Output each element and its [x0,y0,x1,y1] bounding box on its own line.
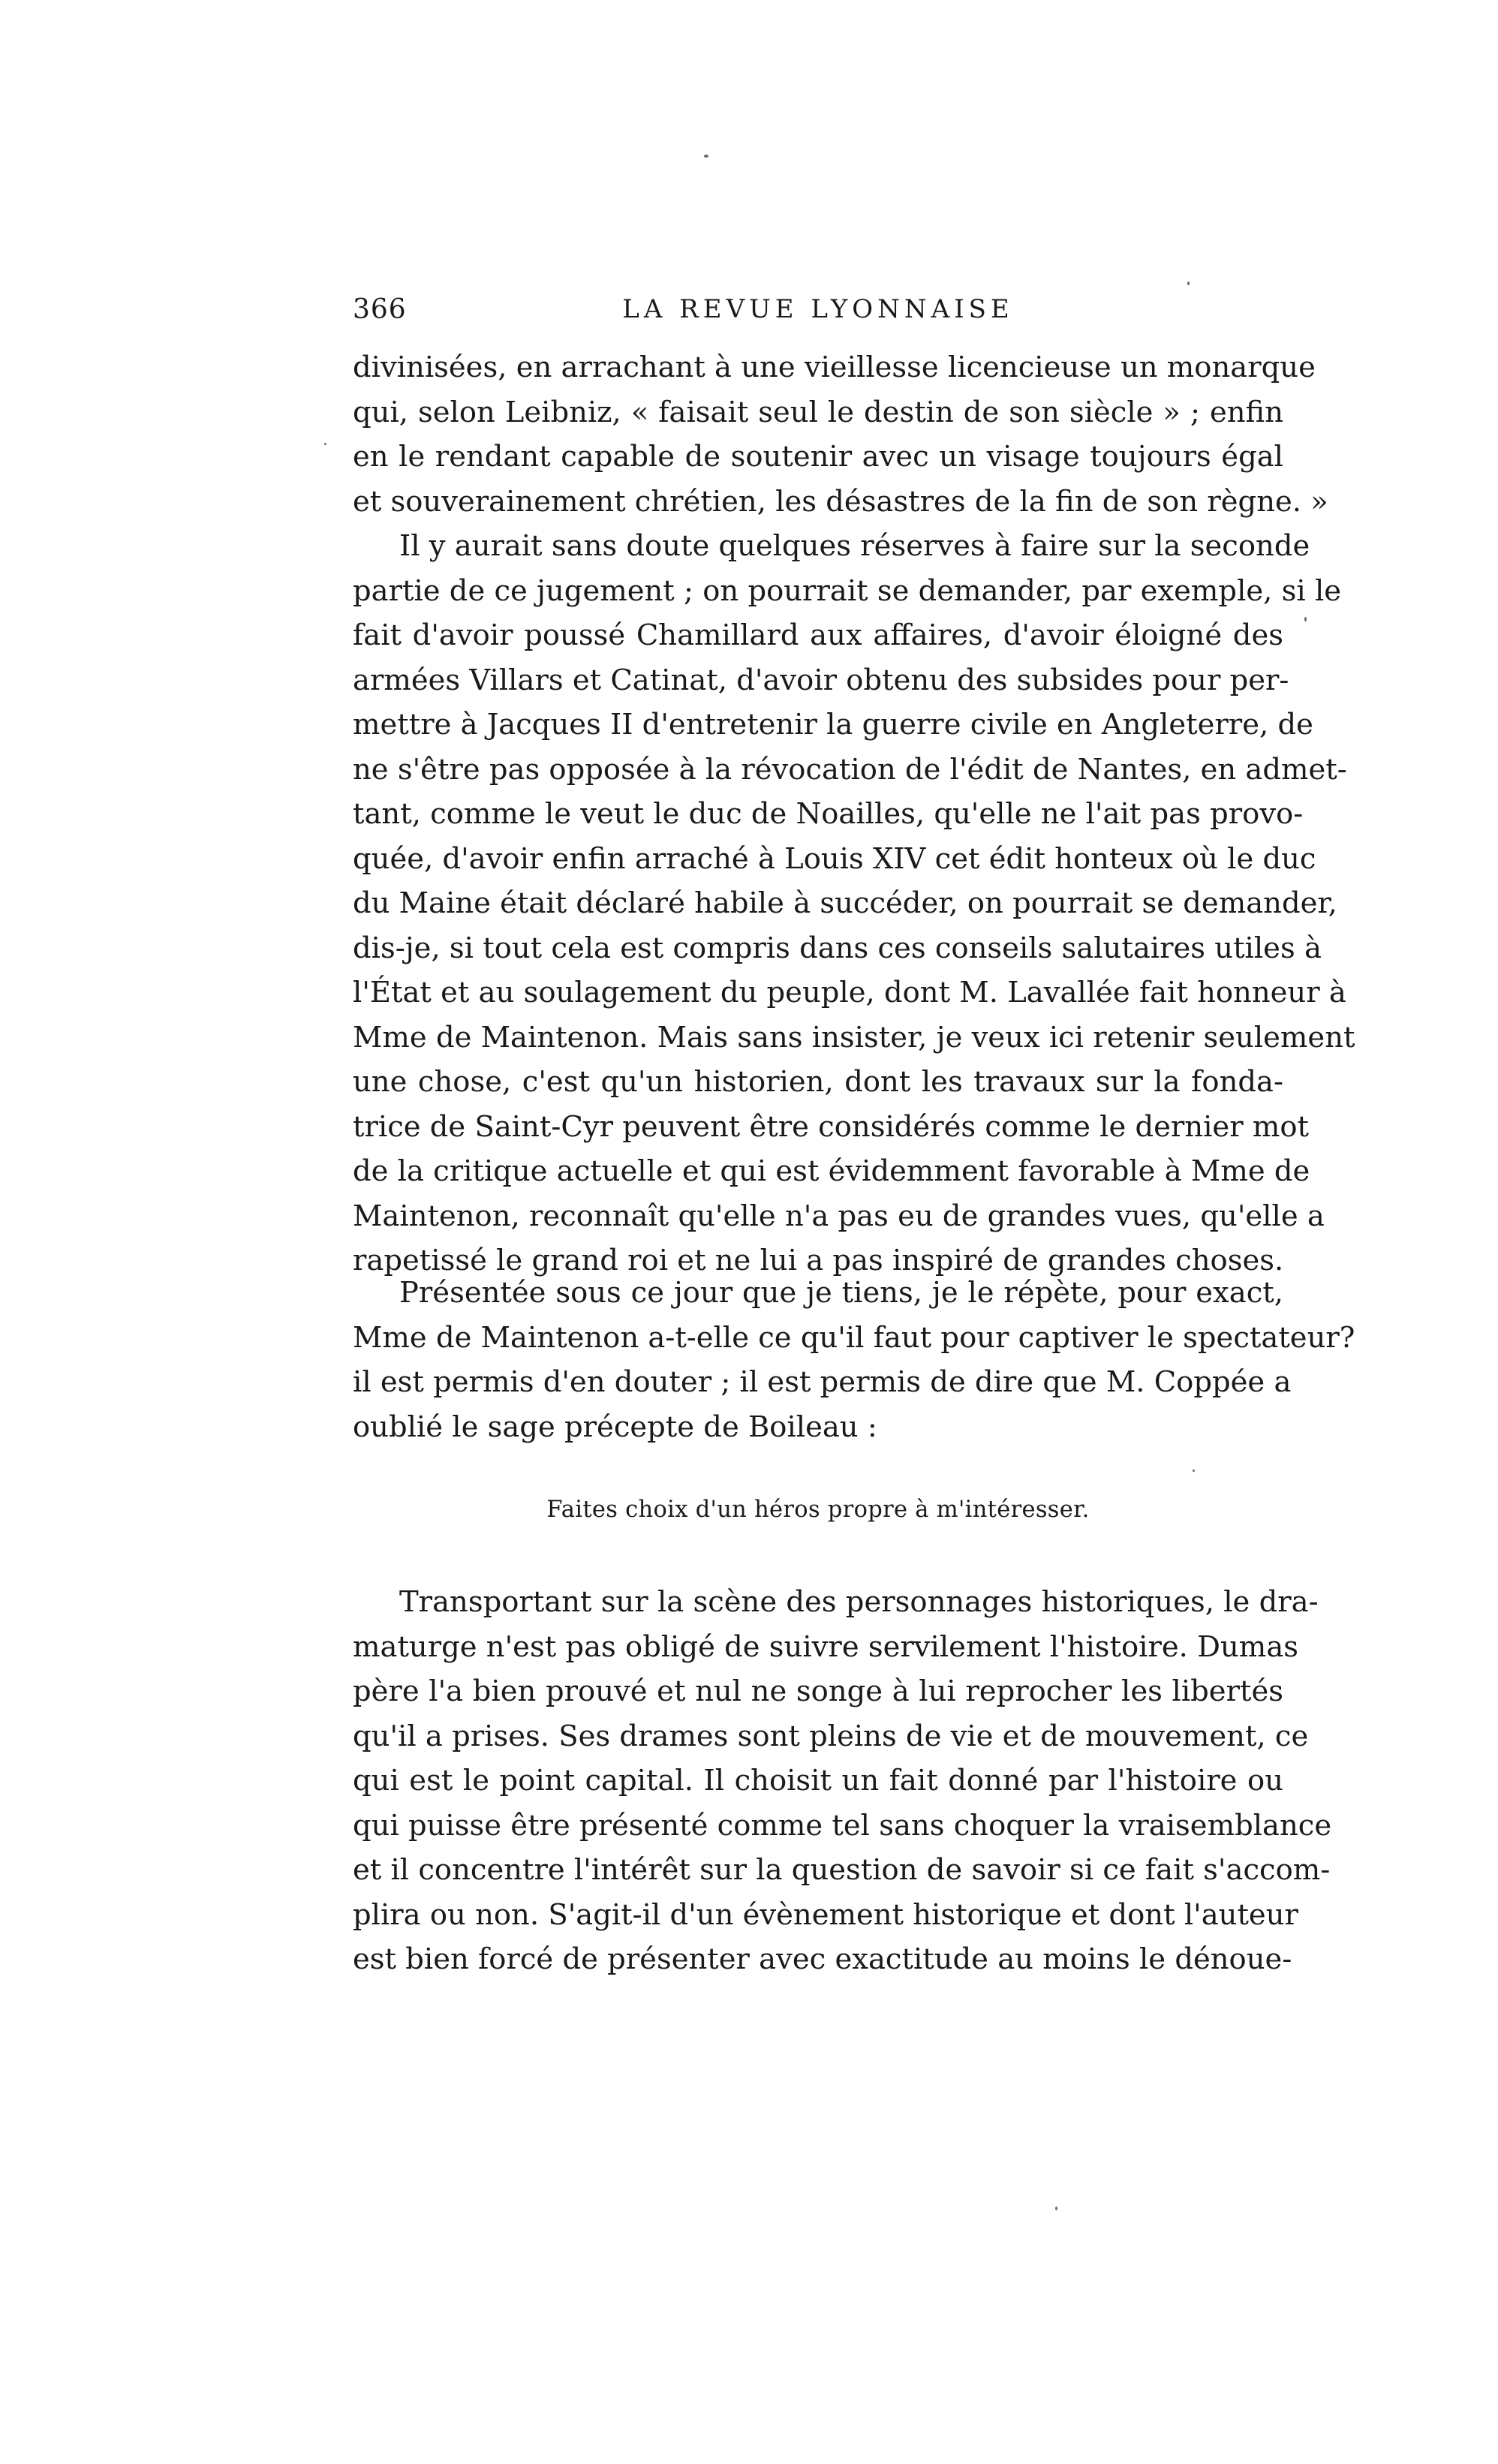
text-line: partie de ce jugement ; on pourrait se demander, par exemple, si le [353,573,1342,608]
text-line: qu'il a prises. Ses drames sont pleins de vie et de mouvement, ce [353,1719,1309,1753]
text-line: rapetissé le grand roi et ne lui a pas inspiré de grandes choses. [353,1244,1284,1277]
text-line: en le rendant capable de soutenir avec un visage toujours égal [353,440,1283,474]
text-line: ne s'être pas opposée à la révocation de l'édit de Nantes, en admet- [353,752,1347,787]
text-line: qui puisse être présenté comme tel sans choquer la vraisemblance [353,1808,1332,1843]
text-line: Présentée sous ce jour que je tiens, je le répète, pour exact, [399,1276,1283,1310]
running-head [353,294,1283,339]
print-speck [1055,2207,1057,2210]
boileau-quotation: Faites choix d'un héros propre à m'intéresser. [546,1497,1090,1523]
paragraph-presentee [353,1271,1355,1449]
text-line: Mme de Maintenon a-t-elle ce qu'il faut pour captiver le spectateur? [353,1320,1355,1355]
paragraph-reserves [353,524,1355,1283]
text-line: et il concentre l'intérêt sur la question de savoir si ce fait s'accom- [353,1853,1331,1887]
text-line: de la critique actuelle et qui est évidemment favorable à Mme de [353,1154,1310,1188]
print-speck [1193,1470,1195,1472]
text-line: Mme de Maintenon. Mais sans insister, je veux ici retenir seulement [353,1020,1355,1054]
text-line: fait d'avoir poussé Chamillard aux affaires, d'avoir éloigné des [353,618,1283,652]
text-line: qui est le point capital. Il choisit un fait donné par l'histoire ou [353,1764,1283,1798]
text-line: l'État et au soulagement du peuple, dont M. Lavallée fait honneur à [353,976,1346,1009]
paragraph-continued [353,345,1328,524]
text-line: oublié le sage précepte de Boileau : [353,1410,877,1444]
text-line: dis-je, si tout cela est compris dans ces conseils salutaires utiles à [353,931,1322,965]
text-line: tant, comme le veut le duc de Noailles, qu'elle ne l'ait pas provo- [353,797,1304,831]
print-speck [1187,281,1190,285]
text-line: et souverainement chrétien, les désastres de la fin de son règne. » [353,484,1328,519]
text-line: Il y aurait sans doute quelques réserves à faire sur la seconde [399,529,1310,563]
print-speck [1304,617,1307,621]
journal-title: LA REVUE LYONNAISE [622,294,1014,324]
text-line: plira ou non. S'agit-il d'un évènement historique et dont l'auteur [353,1897,1298,1932]
text-line: qui, selon Leibniz, « faisait seul le destin de son siècle » ; enfin [353,395,1283,429]
page-number: 366 [353,294,407,325]
text-line: il est permis d'en douter ; il est permis de dire que M. Coppée a [353,1365,1292,1399]
text-line: une chose, c'est qu'un historien, dont les travaux sur la fonda- [353,1065,1283,1099]
text-line: du Maine était déclaré habile à succéder, on pourrait se demander, [353,886,1337,920]
text-line: divinisées, en arrachant à une vieillesse licencieuse un monarque [353,350,1316,384]
text-line: armées Villars et Catinat, d'avoir obtenu des subsides pour per- [353,663,1289,697]
text-line: maturge n'est pas obligé de suivre servilement l'histoire. Dumas [353,1629,1299,1664]
print-speck [704,155,708,158]
paragraph-transportant [353,1580,1332,1982]
text-line: Transportant sur la scène des personnages historiques, le dra- [399,1585,1319,1619]
text-line: quée, d'avoir enfin arraché à Louis XIV cet édit honteux où le duc [353,841,1316,876]
print-speck [324,443,326,445]
text-line: trice de Saint-Cyr peuvent être considérés comme le dernier mot [353,1109,1310,1144]
text-line: Maintenon, reconnaît qu'elle n'a pas eu de grandes vues, qu'elle a [353,1199,1325,1233]
text-line: père l'a bien prouvé et nul ne songe à lui reprocher les libertés [353,1674,1283,1708]
text-line: mettre à Jacques II d'entretenir la guerre civile en Angleterre, de [353,708,1313,742]
text-line: est bien forcé de présenter avec exactitude au moins le dénoue- [353,1942,1292,1976]
